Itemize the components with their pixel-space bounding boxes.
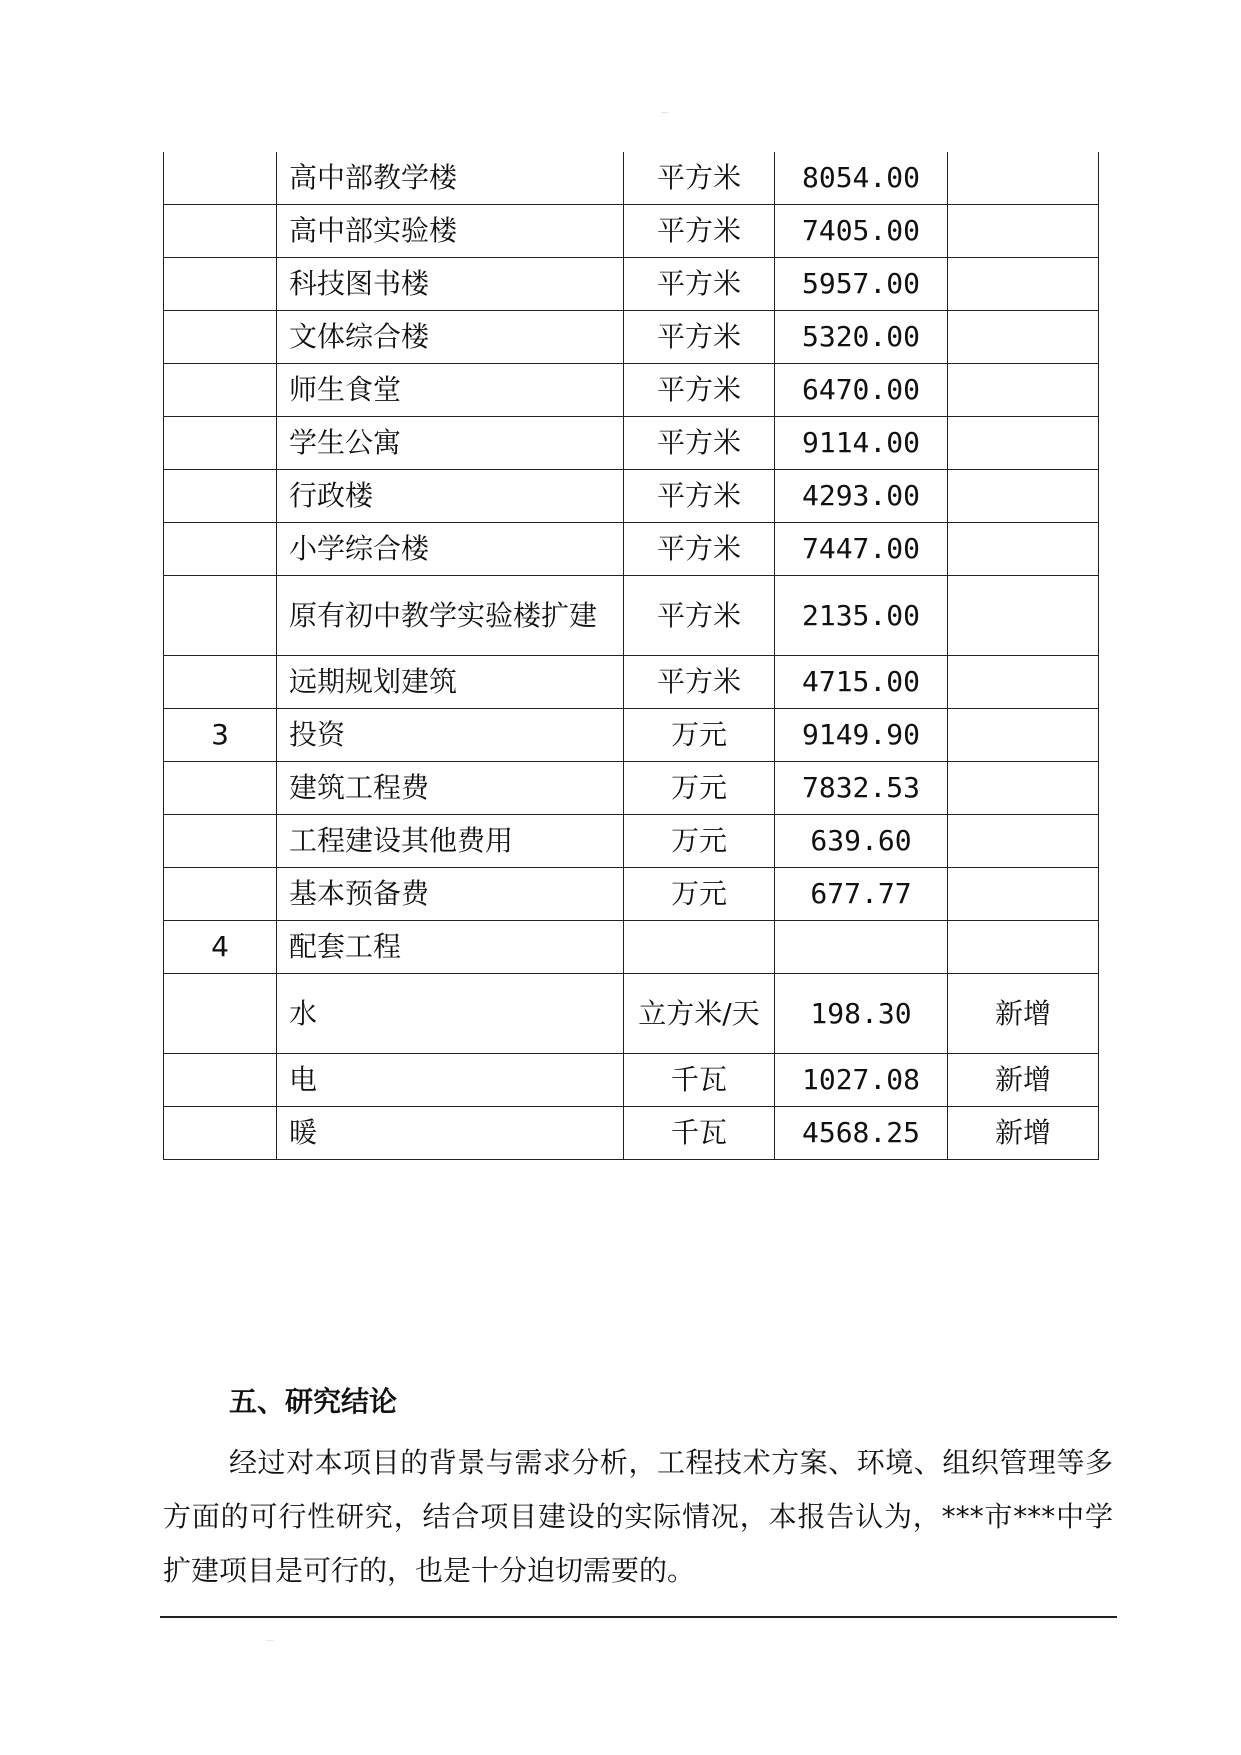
item-unit: 千瓦: [624, 1107, 775, 1160]
row-number: [164, 205, 277, 258]
item-value: 2135.00: [775, 576, 948, 656]
item-name: 电: [277, 1054, 624, 1107]
item-name: 科技图书楼: [277, 258, 624, 311]
item-value: [775, 921, 948, 974]
footer-divider: [160, 1616, 1117, 1618]
item-note: [948, 364, 1099, 417]
table-row: [164, 1054, 1099, 1107]
item-value: 7832.53: [775, 762, 948, 815]
item-name: 文体综合楼: [277, 311, 624, 364]
item-value: 639.60: [775, 815, 948, 868]
row-number: [164, 656, 277, 709]
item-unit: 平方米: [624, 152, 775, 205]
row-number: [164, 815, 277, 868]
item-note: [948, 868, 1099, 921]
item-value: 677.77: [775, 868, 948, 921]
item-unit: 平方米: [624, 205, 775, 258]
item-name: 学生公寓: [277, 417, 624, 470]
table-row: [164, 258, 1099, 311]
row-number: [164, 258, 277, 311]
row-number: [164, 576, 277, 656]
item-note: [948, 921, 1099, 974]
row-number: [164, 868, 277, 921]
item-note: 新增: [948, 1054, 1099, 1107]
section-heading: 五、研究结论: [229, 1385, 398, 1418]
row-number: [164, 364, 277, 417]
item-note: 新增: [948, 1107, 1099, 1160]
item-value: 1027.08: [775, 1054, 948, 1107]
row-number: 3: [164, 709, 277, 762]
table-row: [164, 709, 1099, 762]
item-name: 远期规划建筑: [277, 656, 624, 709]
item-unit: 平方米: [624, 364, 775, 417]
item-name: 高中部教学楼: [277, 152, 624, 205]
item-unit: 平方米: [624, 656, 775, 709]
table-row: [164, 921, 1099, 974]
row-number: [164, 974, 277, 1054]
item-name: 水: [277, 974, 624, 1054]
item-unit: 平方米: [624, 417, 775, 470]
item-value: 4293.00: [775, 470, 948, 523]
row-number: [164, 152, 277, 205]
item-unit: 万元: [624, 709, 775, 762]
item-note: [948, 205, 1099, 258]
item-unit: 万元: [624, 868, 775, 921]
row-number: [164, 1054, 277, 1107]
table-row: [164, 523, 1099, 576]
row-number: [164, 311, 277, 364]
item-note: [948, 815, 1099, 868]
table-row: [164, 364, 1099, 417]
item-value: 9149.90: [775, 709, 948, 762]
item-note: [948, 576, 1099, 656]
table-row: [164, 576, 1099, 656]
item-note: [948, 258, 1099, 311]
item-value: 4568.25: [775, 1107, 948, 1160]
item-name: 基本预备费: [277, 868, 624, 921]
table-row: [164, 762, 1099, 815]
row-number: [164, 417, 277, 470]
table-row: [164, 152, 1099, 205]
item-unit: 立方米/天: [624, 974, 775, 1054]
table-row: [164, 1107, 1099, 1160]
item-value: 5320.00: [775, 311, 948, 364]
row-number: [164, 1107, 277, 1160]
item-value: 7405.00: [775, 205, 948, 258]
item-name: 工程建设其他费用: [277, 815, 624, 868]
row-number: [164, 523, 277, 576]
item-name: 小学综合楼: [277, 523, 624, 576]
table-row: [164, 311, 1099, 364]
item-note: [948, 523, 1099, 576]
table-row: [164, 656, 1099, 709]
table-row: [164, 470, 1099, 523]
item-name: 投资: [277, 709, 624, 762]
row-number: [164, 470, 277, 523]
project-spec-table: [163, 152, 1099, 1160]
item-note: [948, 417, 1099, 470]
table-row: [164, 417, 1099, 470]
item-note: 新增: [948, 974, 1099, 1054]
item-unit: 平方米: [624, 523, 775, 576]
item-unit: 平方米: [624, 258, 775, 311]
item-name: 建筑工程费: [277, 762, 624, 815]
footer-mark: —: [266, 1636, 274, 1645]
item-value: 5957.00: [775, 258, 948, 311]
item-unit: 万元: [624, 762, 775, 815]
row-number: [164, 762, 277, 815]
table-row: [164, 868, 1099, 921]
item-name: 行政楼: [277, 470, 624, 523]
item-unit: 平方米: [624, 576, 775, 656]
item-name: 原有初中教学实验楼扩建: [277, 576, 624, 656]
header-mark: —: [661, 108, 669, 117]
item-note: [948, 152, 1099, 205]
item-unit: 平方米: [624, 470, 775, 523]
item-unit: [624, 921, 775, 974]
item-name: 高中部实验楼: [277, 205, 624, 258]
item-unit: 千瓦: [624, 1054, 775, 1107]
table-row: [164, 815, 1099, 868]
item-note: [948, 709, 1099, 762]
conclusion-paragraph: 经过对本项目的背景与需求分析，工程技术方案、环境、组织管理等多方面的可行性研究，结合项目建设的实际情况，本报告认为，***市***中学扩建项目是可行的，也是十分迫切需要的。: [163, 1446, 1113, 1587]
item-name: 配套工程: [277, 921, 624, 974]
item-value: 4715.00: [775, 656, 948, 709]
item-note: [948, 470, 1099, 523]
item-value: 6470.00: [775, 364, 948, 417]
item-name: 师生食堂: [277, 364, 624, 417]
item-value: 7447.00: [775, 523, 948, 576]
table-row: [164, 205, 1099, 258]
item-note: [948, 762, 1099, 815]
item-value: 8054.00: [775, 152, 948, 205]
table-row: [164, 974, 1099, 1054]
item-value: 9114.00: [775, 417, 948, 470]
item-name: 暖: [277, 1107, 624, 1160]
item-note: [948, 311, 1099, 364]
item-unit: 平方米: [624, 311, 775, 364]
item-note: [948, 656, 1099, 709]
item-value: 198.30: [775, 974, 948, 1054]
row-number: 4: [164, 921, 277, 974]
item-unit: 万元: [624, 815, 775, 868]
